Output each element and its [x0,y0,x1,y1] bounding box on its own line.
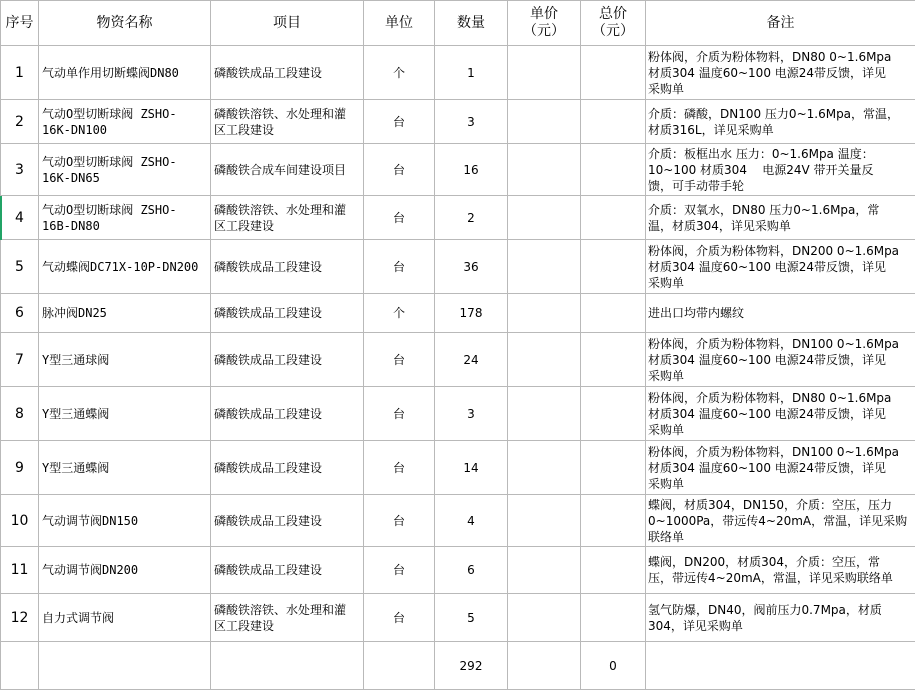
project-cell[interactable]: 磷酸铁成品工段建设 [211,46,364,100]
table-row [1,240,915,294]
header-project[interactable]: 项目 [211,1,364,46]
total-price-cell[interactable] [581,333,646,387]
table-row [1,547,915,594]
remark-cell[interactable]: 氢气防爆，DN40，阀前压力0.7Mpa，材质 304，详见采购单 [646,594,915,642]
table-row [1,495,915,547]
total-price-cell[interactable]: 0 [581,642,646,690]
item-name-cell[interactable]: 气动蝶阀DC71X-10P-DN200 [39,240,211,294]
seq-cell[interactable]: 2 [1,100,39,144]
project-cell[interactable]: 磷酸铁成品工段建设 [211,333,364,387]
unit-cell[interactable]: 个 [364,294,435,333]
project-cell[interactable]: 磷酸铁成品工段建设 [211,495,364,547]
cell[interactable] [211,642,364,690]
qty-cell[interactable]: 24 [435,333,508,387]
unit-price-cell[interactable] [508,594,581,642]
unit-price-cell[interactable] [508,196,581,240]
project-cell[interactable]: 磷酸铁合成车间建设项目 [211,144,364,196]
unit-cell[interactable]: 台 [364,594,435,642]
header-qty[interactable]: 数量 [435,1,508,46]
item-name-cell[interactable]: 气动O型切断球阀 ZSHO- 16B-DN80 [39,196,211,240]
seq-cell[interactable]: 9 [1,441,39,495]
item-name-cell[interactable]: 自力式调节阀 [39,594,211,642]
item-name-cell[interactable]: 气动调节阀DN200 [39,547,211,594]
remark-cell[interactable]: 介质：磷酸，DN100 压力0~1.6Mpa，常温， 材质316L，详见采购单 [646,100,915,144]
table-row [1,387,915,441]
table-row [1,144,915,196]
cell[interactable] [508,642,581,690]
unit-cell[interactable]: 台 [364,387,435,441]
seq-cell[interactable]: 12 [1,594,39,642]
unit-price-cell[interactable] [508,333,581,387]
total-price-cell[interactable] [581,594,646,642]
table-row [1,294,915,333]
header-seq[interactable]: 序号 [1,1,39,46]
project-cell[interactable]: 磷酸铁成品工段建设 [211,387,364,441]
qty-cell[interactable]: 14 [435,441,508,495]
header-unit-price[interactable]: 单价 （元） [508,1,581,46]
project-cell[interactable]: 磷酸铁成品工段建设 [211,240,364,294]
seq-cell[interactable]: 1 [1,46,39,100]
cell[interactable] [646,642,915,690]
table-row [1,333,915,387]
qty-cell[interactable]: 1 [435,46,508,100]
seq-cell[interactable]: 11 [1,547,39,594]
total-price-cell[interactable] [581,46,646,100]
unit-price-cell[interactable] [508,547,581,594]
unit-cell[interactable]: 个 [364,46,435,100]
total-price-cell[interactable] [581,495,646,547]
remark-cell[interactable]: 粉体阀，介质为粉体物料，DN80 0~1.6Mpa 材质304 温度60~100 电源24带反馈，详见 采购单 [646,387,915,441]
header-total-price[interactable]: 总价 （元） [581,1,646,46]
total-price-cell[interactable] [581,547,646,594]
remark-cell[interactable]: 粉体阀，介质为粉体物料，DN200 0~1.6Mpa 材质304 温度60~100 电源24带反馈，详见 采购单 [646,240,915,294]
seq-cell[interactable]: 3 [1,144,39,196]
unit-cell[interactable]: 台 [364,441,435,495]
item-name-cell[interactable]: Y型三通蝶阀 [39,387,211,441]
project-cell[interactable]: 磷酸铁溶铁、水处理和灌 区工段建设 [211,594,364,642]
header-row [1,1,915,46]
seq-cell[interactable]: 5 [1,240,39,294]
unit-cell[interactable]: 台 [364,100,435,144]
qty-cell[interactable]: 36 [435,240,508,294]
header-name[interactable]: 物资名称 [39,1,211,46]
total-price-cell[interactable] [581,441,646,495]
unit-cell[interactable]: 台 [364,495,435,547]
total-price-cell[interactable] [581,100,646,144]
remark-cell[interactable]: 粉体阀，介质为粉体物料，DN100 0~1.6Mpa 材质304 温度60~100 电源24带反馈，详见 采购单 [646,441,915,495]
qty-cell[interactable]: 4 [435,495,508,547]
unit-price-cell[interactable] [508,46,581,100]
item-name-cell[interactable]: 气动单作用切断蝶阀DN80 [39,46,211,100]
item-name-cell[interactable]: Y型三通蝶阀 [39,441,211,495]
remark-cell[interactable]: 介质：双氧水，DN80 压力0~1.6Mpa，常 温，材质304，详见采购单 [646,196,915,240]
qty-cell[interactable]: 5 [435,594,508,642]
project-cell[interactable]: 磷酸铁成品工段建设 [211,294,364,333]
cell[interactable] [39,642,211,690]
unit-cell[interactable]: 台 [364,144,435,196]
table-row [1,441,915,495]
unit-price-cell[interactable] [508,100,581,144]
unit-cell[interactable]: 台 [364,547,435,594]
project-cell[interactable]: 磷酸铁溶铁、水处理和灌 区工段建设 [211,196,364,240]
active-row-indicator [0,196,2,240]
total-price-cell[interactable] [581,294,646,333]
unit-price-cell[interactable] [508,441,581,495]
item-name-cell[interactable]: Y型三通球阀 [39,333,211,387]
remark-cell[interactable]: 蝶阀，材质304，DN150，介质：空压，压力 0~1000Pa，带远传4~20mA，常温，详见采购 联络单 [646,495,915,547]
total-price-cell[interactable] [581,240,646,294]
unit-cell[interactable]: 台 [364,240,435,294]
qty-cell[interactable]: 2 [435,196,508,240]
qty-cell[interactable]: 3 [435,387,508,441]
total-price-cell[interactable] [581,196,646,240]
item-name-cell[interactable]: 脉冲阀DN25 [39,294,211,333]
remark-cell[interactable]: 介质：板框出水 压力：0~1.6Mpa 温度： 10~100 材质304 电源24V 带开关量反 馈，可手动带手轮 [646,144,915,196]
unit-price-cell[interactable] [508,294,581,333]
cell[interactable] [364,642,435,690]
remark-cell[interactable]: 粉体阀，介质为粉体物料，DN100 0~1.6Mpa 材质304 温度60~100 电源24带反馈，详见 采购单 [646,333,915,387]
table-row [1,594,915,642]
totals-row [1,642,915,690]
table-row [1,196,915,240]
seq-cell[interactable]: 10 [1,495,39,547]
header-unit[interactable]: 单位 [364,1,435,46]
seq-cell[interactable]: 8 [1,387,39,441]
unit-cell[interactable]: 台 [364,333,435,387]
unit-price-cell[interactable] [508,144,581,196]
remark-cell[interactable]: 进出口均带内螺纹 [646,294,915,333]
unit-price-cell[interactable] [508,387,581,441]
qty-cell[interactable]: 6 [435,547,508,594]
table-row [1,46,915,100]
qty-cell[interactable]: 3 [435,100,508,144]
remark-cell[interactable]: 蝶阀，DN200，材质304，介质：空压，常 压，带远传4~20mA，常温，详见采购联络单 [646,547,915,594]
item-name-cell[interactable]: 气动O型切断球阀 ZSHO- 16K-DN65 [39,144,211,196]
table-row [1,100,915,144]
total-price-cell[interactable] [581,144,646,196]
remark-cell[interactable]: 粉体阀，介质为粉体物料，DN80 0~1.6Mpa 材质304 温度60~100 电源24带反馈，详见 采购单 [646,46,915,100]
project-cell[interactable]: 磷酸铁溶铁、水处理和灌 区工段建设 [211,100,364,144]
qty-cell[interactable]: 16 [435,144,508,196]
seq-cell[interactable]: 7 [1,333,39,387]
header-remark[interactable]: 备注 [646,1,915,46]
project-cell[interactable]: 磷酸铁成品工段建设 [211,547,364,594]
item-name-cell[interactable]: 气动O型切断球阀 ZSHO- 16K-DN100 [39,100,211,144]
seq-cell[interactable]: 6 [1,294,39,333]
qty-cell[interactable]: 178 [435,294,508,333]
cell[interactable] [1,642,39,690]
unit-price-cell[interactable] [508,240,581,294]
unit-price-cell[interactable] [508,495,581,547]
total-qty-cell[interactable]: 292 [435,642,508,690]
seq-cell[interactable]: 4 [1,196,39,240]
item-name-cell[interactable]: 气动调节阀DN150 [39,495,211,547]
unit-cell[interactable]: 台 [364,196,435,240]
total-price-cell[interactable] [581,387,646,441]
project-cell[interactable]: 磷酸铁成品工段建设 [211,441,364,495]
